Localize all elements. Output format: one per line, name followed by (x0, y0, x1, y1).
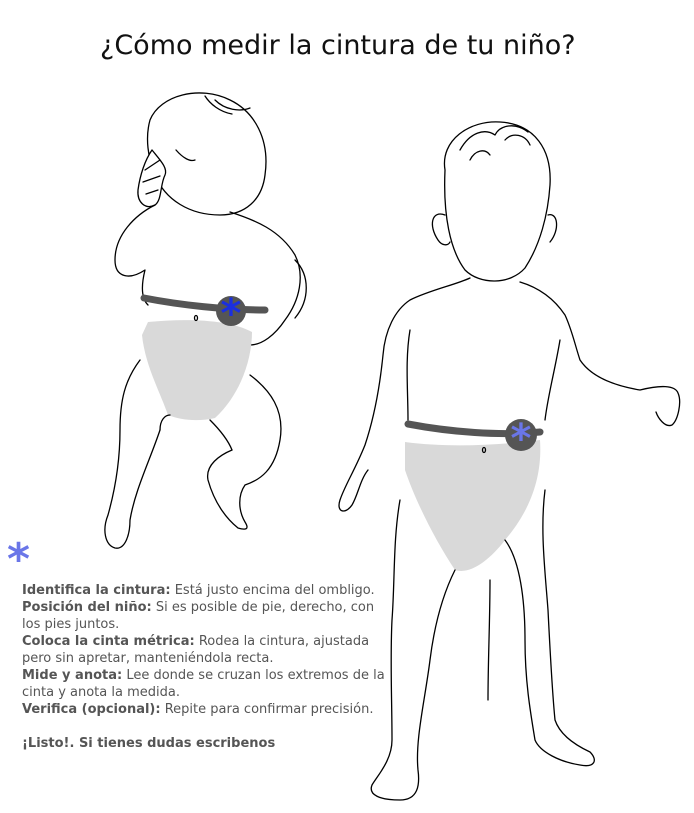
step-3 (22, 633, 394, 667)
step-label: Mide y anota: (22, 668, 123, 683)
page-title: ¿Cómo medir la cintura de tu niño? (100, 30, 576, 61)
step-label: Identifica la cintura: (22, 583, 171, 598)
contact-cta: ¡Listo!. Si tienes dudas escribenos (22, 736, 276, 751)
step-text: Está justo encima del ombligo. (174, 583, 375, 598)
instructions (22, 582, 394, 752)
step-label: Posición del niño: (22, 600, 152, 615)
step-label: Coloca la cinta métrica: (22, 634, 195, 649)
step-4 (22, 667, 394, 701)
step-1 (22, 582, 394, 599)
step-label: Verifica (opcional): (22, 702, 161, 717)
step-5 (22, 701, 394, 718)
step-text: Lee donde se cruzan los extremos de la cinta y anota la medida. (22, 668, 385, 700)
step-text: Rodea la cintura, ajustada pero sin apretar, manteniéndola recta. (22, 634, 370, 666)
step-2 (22, 599, 394, 633)
marker-asterisk-icon: * (7, 534, 31, 585)
svg-text:*: * (510, 416, 532, 462)
svg-text:*: * (220, 291, 242, 337)
step-text: Si es posible de pie, derecho, con los pies juntos. (22, 600, 375, 632)
baby-lying-illustration (105, 93, 306, 548)
step-text: Repite para confirmar precisión. (164, 702, 374, 717)
